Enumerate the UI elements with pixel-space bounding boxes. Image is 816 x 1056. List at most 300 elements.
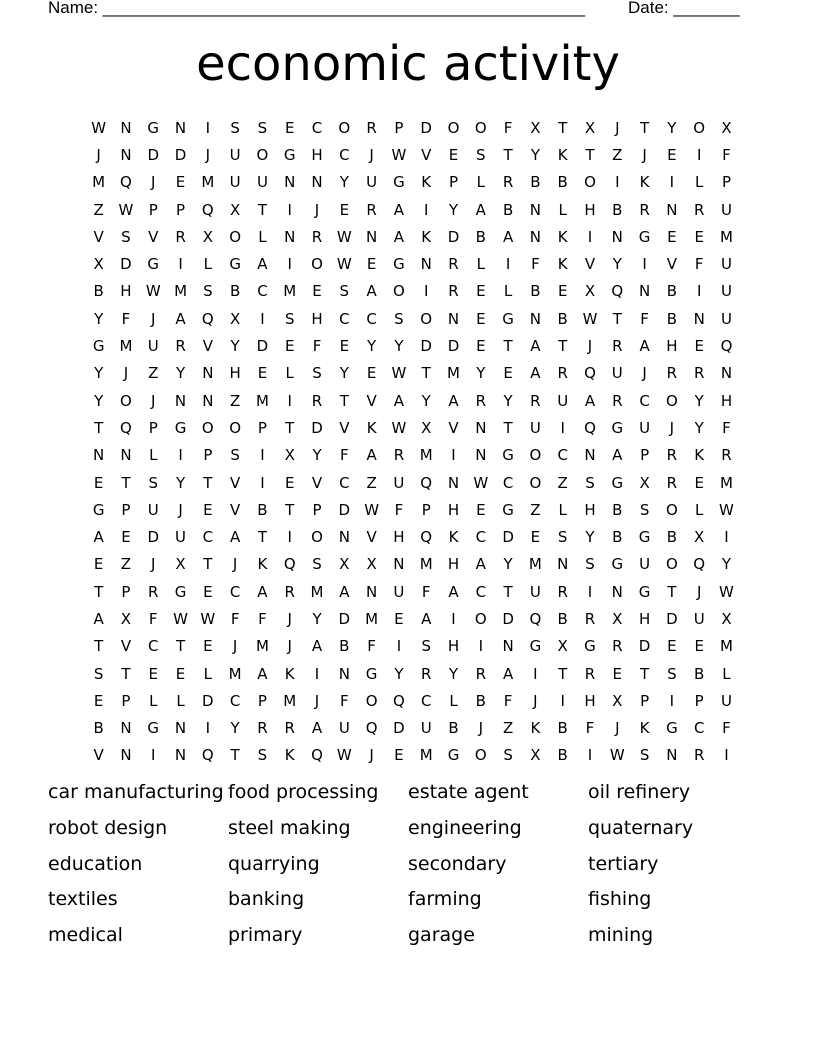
- grid-letter: E: [93, 555, 104, 574]
- grid-letter: O: [474, 609, 487, 628]
- grid-letter: L: [476, 173, 485, 192]
- grid-letter: V: [148, 227, 159, 246]
- grid-letter: M: [720, 637, 733, 656]
- word-list-item: primary: [228, 924, 303, 947]
- grid-letter: U: [611, 364, 623, 383]
- word-list-item: robot design: [48, 816, 168, 839]
- grid-letter: J: [123, 364, 129, 383]
- grid-letter: X: [584, 118, 596, 137]
- grid-letter: G: [638, 227, 651, 246]
- grid-letter: N: [202, 364, 214, 383]
- grid-letter: S: [230, 446, 240, 465]
- grid-letter: T: [94, 637, 104, 656]
- grid-letter: C: [202, 528, 214, 547]
- grid-letter: G: [92, 337, 105, 356]
- grid-letter: Z: [229, 391, 241, 410]
- grid-letter: F: [121, 309, 131, 328]
- grid-letter: R: [366, 200, 377, 219]
- grid-letter: W: [582, 309, 598, 328]
- grid-letter: R: [311, 227, 323, 246]
- grid-letter: H: [311, 145, 323, 164]
- grid-letter: W: [719, 582, 734, 601]
- grid-letter: H: [120, 282, 132, 301]
- grid-letter: U: [147, 500, 159, 519]
- grid-letter: Q: [420, 473, 433, 492]
- grid-letter: T: [421, 364, 431, 383]
- grid-letter: Y: [339, 173, 349, 192]
- grid-letter: E: [476, 500, 486, 519]
- word-list-item: textiles: [48, 888, 118, 911]
- grid-letter: O: [693, 118, 706, 137]
- grid-letter: T: [175, 637, 186, 656]
- grid-letter: M: [419, 746, 433, 765]
- grid-letter: G: [502, 446, 514, 465]
- grid-letter: B: [612, 200, 623, 219]
- grid-letter: S: [257, 746, 268, 765]
- grid-letter: Y: [175, 364, 186, 383]
- grid-letter: Y: [230, 719, 240, 738]
- grid-letter: O: [365, 691, 378, 710]
- grid-letter: V: [448, 418, 459, 437]
- grid-letter: G: [147, 255, 160, 274]
- grid-letter: S: [585, 473, 595, 492]
- word-list-item: secondary: [408, 852, 507, 875]
- grid-letter: L: [203, 664, 213, 683]
- grid-letter: G: [611, 473, 624, 492]
- grid-letter: J: [314, 200, 320, 219]
- grid-letter: U: [256, 173, 268, 192]
- grid-letter: B: [666, 528, 678, 547]
- grid-letter: R: [721, 446, 732, 465]
- grid-letter: Q: [393, 691, 405, 710]
- grid-letter: K: [639, 173, 650, 192]
- grid-letter: U: [720, 309, 732, 328]
- grid-letter: T: [558, 337, 568, 356]
- grid-letter: A: [475, 200, 486, 219]
- grid-letter: I: [205, 719, 211, 738]
- grid-letter: W: [391, 364, 407, 383]
- grid-letter: N: [611, 582, 623, 601]
- grid-letter: J: [205, 145, 211, 164]
- grid-letter: N: [447, 473, 460, 492]
- grid-letter: O: [338, 118, 351, 137]
- grid-letter: R: [612, 637, 623, 656]
- grid-letter: Z: [120, 555, 132, 574]
- word-list-item: steel making: [228, 816, 351, 839]
- grid-letter: E: [667, 145, 677, 164]
- grid-letter: E: [448, 145, 459, 164]
- grid-letter: H: [638, 609, 651, 628]
- grid-letter: B: [475, 691, 486, 710]
- grid-letter: S: [203, 282, 213, 301]
- grid-letter: N: [338, 528, 350, 547]
- grid-letter: N: [284, 227, 296, 246]
- header: [48, 0, 740, 19]
- grid-letter: J: [178, 500, 183, 519]
- grid-letter: T: [121, 664, 131, 683]
- grid-letter: Y: [339, 364, 349, 383]
- grid-letter: R: [448, 255, 459, 274]
- grid-letter: N: [475, 446, 487, 465]
- grid-letter: I: [451, 446, 456, 465]
- grid-letter: Q: [201, 309, 214, 328]
- grid-letter: N: [611, 227, 623, 246]
- grid-letter: Q: [201, 200, 214, 219]
- grid-letter: G: [502, 500, 514, 519]
- grid-letter: Q: [584, 418, 596, 437]
- grid-letter: R: [311, 391, 323, 410]
- grid-letter: I: [642, 255, 647, 274]
- grid-letter: A: [612, 446, 623, 465]
- grid-letter: Q: [720, 337, 733, 356]
- grid-letter: Q: [311, 746, 323, 765]
- grid-letter: I: [560, 691, 565, 710]
- grid-letter: D: [202, 691, 214, 710]
- grid-letter: T: [339, 391, 349, 410]
- grid-letter: A: [421, 609, 432, 628]
- grid-letter: I: [587, 582, 593, 601]
- grid-letter: A: [530, 364, 541, 383]
- grid-letter: W: [118, 200, 134, 219]
- grid-letter: N: [120, 746, 132, 765]
- grid-letter: P: [121, 582, 131, 601]
- grid-letter: B: [666, 282, 678, 301]
- grid-letter: K: [421, 173, 432, 192]
- grid-letter: R: [366, 118, 377, 137]
- grid-letter: V: [366, 528, 377, 547]
- grid-letter: S: [639, 746, 650, 765]
- grid-letter: E: [203, 637, 213, 656]
- grid-letter: A: [502, 664, 514, 683]
- grid-letter: A: [311, 719, 323, 738]
- grid-letter: S: [93, 664, 104, 683]
- grid-letter: F: [230, 609, 240, 628]
- word-list: [48, 777, 768, 956]
- grid-letter: U: [557, 391, 569, 410]
- grid-letter: B: [612, 500, 623, 519]
- grid-letter: I: [178, 446, 183, 465]
- grid-letter: Z: [530, 500, 541, 519]
- grid-letter: D: [338, 500, 351, 519]
- grid-letter: R: [666, 446, 678, 465]
- grid-letter: I: [669, 691, 675, 710]
- grid-letter: I: [724, 528, 729, 547]
- grid-letter: F: [503, 691, 513, 710]
- grid-letter: T: [257, 200, 268, 219]
- grid-letter: Y: [694, 418, 704, 437]
- grid-letter: S: [148, 473, 158, 492]
- grid-letter: D: [447, 337, 460, 356]
- grid-letter: S: [257, 118, 268, 137]
- grid-letter: Q: [584, 364, 596, 383]
- grid-letter: I: [205, 118, 211, 137]
- word-list-item: quaternary: [588, 816, 694, 839]
- grid-letter: S: [585, 555, 595, 574]
- grid-letter: S: [639, 500, 650, 519]
- grid-letter: U: [420, 719, 432, 738]
- word-list-item: banking: [228, 888, 305, 911]
- grid-letter: V: [230, 473, 241, 492]
- grid-letter: T: [94, 582, 104, 601]
- grid-letter: F: [367, 637, 376, 656]
- grid-letter: J: [478, 719, 484, 738]
- grid-letter: X: [612, 691, 623, 710]
- grid-letter: D: [502, 609, 514, 628]
- grid-letter: E: [694, 637, 704, 656]
- grid-letter: N: [447, 309, 460, 328]
- grid-letter: N: [338, 664, 350, 683]
- grid-letter: N: [529, 227, 542, 246]
- grid-letter: P: [640, 446, 650, 465]
- grid-letter: E: [175, 173, 186, 192]
- grid-letter: I: [423, 200, 429, 219]
- grid-letter: I: [696, 282, 702, 301]
- grid-letter: G: [584, 637, 596, 656]
- grid-letter: S: [339, 282, 350, 301]
- grid-letter: M: [255, 391, 269, 410]
- grid-letter: P: [721, 173, 731, 192]
- grid-letter: M: [419, 555, 433, 574]
- grid-letter: Y: [503, 555, 513, 574]
- grid-letter: A: [366, 282, 377, 301]
- grid-letter: O: [529, 473, 542, 492]
- grid-letter: F: [148, 609, 158, 628]
- grid-letter: E: [148, 664, 158, 683]
- grid-letter: S: [121, 227, 131, 246]
- grid-letter: F: [640, 309, 649, 328]
- grid-letter: R: [557, 582, 568, 601]
- grid-letter: P: [694, 691, 704, 710]
- grid-letter: B: [93, 719, 104, 738]
- grid-letter: E: [284, 118, 295, 137]
- grid-letter: A: [502, 227, 514, 246]
- grid-letter: A: [311, 637, 323, 656]
- grid-letter: T: [585, 145, 595, 164]
- grid-letter: R: [475, 664, 487, 683]
- grid-letter: N: [120, 145, 132, 164]
- grid-letter: X: [229, 200, 241, 219]
- date-field-label: Date: _______: [628, 0, 740, 17]
- word-list-item: medical: [48, 924, 123, 947]
- grid-letter: I: [287, 528, 292, 547]
- grid-letter: U: [720, 282, 732, 301]
- grid-letter: F: [503, 118, 513, 137]
- grid-letter: L: [203, 255, 213, 274]
- grid-letter: L: [558, 500, 567, 519]
- grid-letter: I: [287, 255, 292, 274]
- grid-letter: K: [366, 418, 377, 437]
- grid-letter: Y: [585, 528, 595, 547]
- grid-letter: Y: [448, 664, 459, 683]
- grid-letter: E: [366, 364, 377, 383]
- grid-letter: A: [530, 337, 541, 356]
- grid-letter: S: [667, 664, 677, 683]
- grid-letter: P: [448, 173, 459, 192]
- grid-letter: E: [203, 500, 213, 519]
- grid-letter: T: [558, 118, 568, 137]
- grid-letter: E: [366, 255, 377, 274]
- grid-letter: W: [473, 473, 489, 492]
- grid-letter: A: [448, 391, 459, 410]
- grid-letter: A: [393, 200, 405, 219]
- grid-letter: G: [283, 145, 296, 164]
- grid-letter: R: [639, 200, 650, 219]
- grid-letter: M: [283, 691, 297, 710]
- grid-letter: N: [420, 255, 432, 274]
- grid-letter: O: [447, 118, 460, 137]
- grid-letter: G: [174, 582, 187, 601]
- grid-letter: A: [257, 664, 268, 683]
- grid-letter: B: [557, 719, 568, 738]
- grid-letter: L: [258, 227, 267, 246]
- grid-letter: E: [476, 282, 486, 301]
- grid-letter: T: [640, 118, 650, 137]
- grid-letter: S: [230, 118, 240, 137]
- grid-letter: B: [557, 609, 568, 628]
- grid-letter: O: [474, 746, 487, 765]
- grid-letter: N: [638, 282, 651, 301]
- grid-letter: J: [232, 555, 238, 574]
- grid-letter: P: [176, 200, 186, 219]
- word-list-item: estate agent: [408, 781, 529, 803]
- grid-letter: Y: [667, 118, 677, 137]
- grid-letter: X: [93, 255, 104, 274]
- grid-letter: R: [693, 746, 705, 765]
- grid-letter: A: [230, 528, 241, 547]
- grid-letter: X: [229, 309, 241, 328]
- grid-letter: A: [339, 582, 350, 601]
- grid-letter: M: [720, 227, 733, 246]
- grid-letter: I: [560, 418, 565, 437]
- grid-letter: X: [175, 555, 186, 574]
- grid-letter: B: [93, 282, 104, 301]
- grid-letter: P: [121, 500, 131, 519]
- grid-letter: F: [722, 418, 731, 437]
- grid-letter: E: [694, 227, 704, 246]
- grid-letter: R: [693, 200, 705, 219]
- grid-letter: O: [420, 309, 433, 328]
- grid-letter: M: [174, 282, 188, 301]
- grid-letter: N: [366, 582, 378, 601]
- grid-letter: R: [666, 473, 678, 492]
- grid-letter: Y: [175, 473, 186, 492]
- grid-letter: D: [147, 145, 160, 164]
- grid-letter: K: [557, 145, 568, 164]
- grid-letter: E: [284, 473, 295, 492]
- grid-letter: O: [120, 391, 132, 410]
- grid-letter: C: [420, 691, 432, 710]
- grid-letter: J: [615, 719, 620, 738]
- grid-letter: G: [393, 255, 405, 274]
- grid-letter: E: [667, 227, 677, 246]
- grid-letter: Y: [694, 391, 704, 410]
- grid-letter: I: [587, 746, 593, 765]
- grid-letter: T: [612, 309, 622, 328]
- grid-letter: G: [147, 118, 160, 137]
- grid-letter: A: [366, 446, 377, 465]
- grid-letter: K: [557, 255, 568, 274]
- grid-letter: V: [666, 255, 678, 274]
- grid-letter: J: [287, 609, 292, 628]
- grid-letter: L: [722, 664, 731, 683]
- grid-letter: A: [393, 391, 405, 410]
- grid-letter: I: [260, 473, 265, 492]
- grid-letter: Y: [94, 309, 104, 328]
- grid-letter: X: [366, 555, 377, 574]
- grid-letter: B: [612, 528, 623, 547]
- grid-letter: A: [393, 227, 405, 246]
- grid-letter: O: [201, 418, 214, 437]
- grid-letter: A: [257, 582, 268, 601]
- grid-letter: B: [257, 500, 268, 519]
- grid-letter: E: [339, 200, 350, 219]
- grid-letter: F: [694, 255, 704, 274]
- grid-letter: I: [451, 609, 456, 628]
- grid-letter: U: [720, 200, 732, 219]
- grid-letter: V: [311, 473, 323, 492]
- grid-letter: T: [503, 337, 513, 356]
- grid-letter: B: [475, 227, 486, 246]
- grid-letter: E: [121, 528, 131, 547]
- grid-letter: D: [311, 418, 323, 437]
- grid-letter: B: [557, 173, 568, 192]
- grid-letter: C: [339, 145, 350, 164]
- grid-letter: P: [312, 500, 322, 519]
- grid-letter: H: [584, 691, 596, 710]
- grid-letter: F: [312, 337, 322, 356]
- grid-letter: D: [447, 227, 460, 246]
- grid-letter: C: [229, 691, 241, 710]
- grid-letter: N: [584, 446, 596, 465]
- grid-letter: N: [557, 555, 569, 574]
- grid-letter: B: [530, 173, 541, 192]
- grid-letter: Y: [448, 200, 459, 219]
- grid-letter: Y: [612, 255, 622, 274]
- grid-letter: O: [665, 391, 678, 410]
- grid-letter: H: [720, 391, 733, 410]
- grid-letter: K: [530, 719, 541, 738]
- grid-letter: L: [449, 691, 458, 710]
- grid-letter: R: [584, 664, 596, 683]
- grid-letter: P: [148, 200, 158, 219]
- grid-letter: H: [311, 309, 323, 328]
- grid-letter: T: [257, 528, 268, 547]
- grid-letter: C: [339, 309, 350, 328]
- grid-letter: V: [230, 500, 241, 519]
- grid-letter: B: [557, 746, 568, 765]
- grid-letter: E: [312, 282, 322, 301]
- grid-letter: F: [585, 719, 595, 738]
- grid-letter: N: [120, 719, 132, 738]
- grid-letter: E: [667, 637, 677, 656]
- grid-letter: W: [364, 500, 380, 519]
- grid-letter: V: [366, 391, 377, 410]
- grid-letter: W: [391, 145, 407, 164]
- grid-letter: J: [669, 418, 675, 437]
- grid-letter: Q: [420, 528, 433, 547]
- grid-letter: V: [584, 255, 596, 274]
- grid-letter: Y: [721, 555, 732, 574]
- grid-letter: W: [391, 418, 407, 437]
- grid-letter: C: [475, 528, 487, 547]
- grid-letter: I: [724, 746, 729, 765]
- grid-letter: F: [722, 719, 731, 738]
- grid-letter: I: [423, 282, 429, 301]
- grid-letter: N: [693, 309, 705, 328]
- grid-letter: C: [639, 391, 650, 410]
- word-list-item: food processing: [228, 781, 379, 803]
- grid-letter: R: [584, 609, 596, 628]
